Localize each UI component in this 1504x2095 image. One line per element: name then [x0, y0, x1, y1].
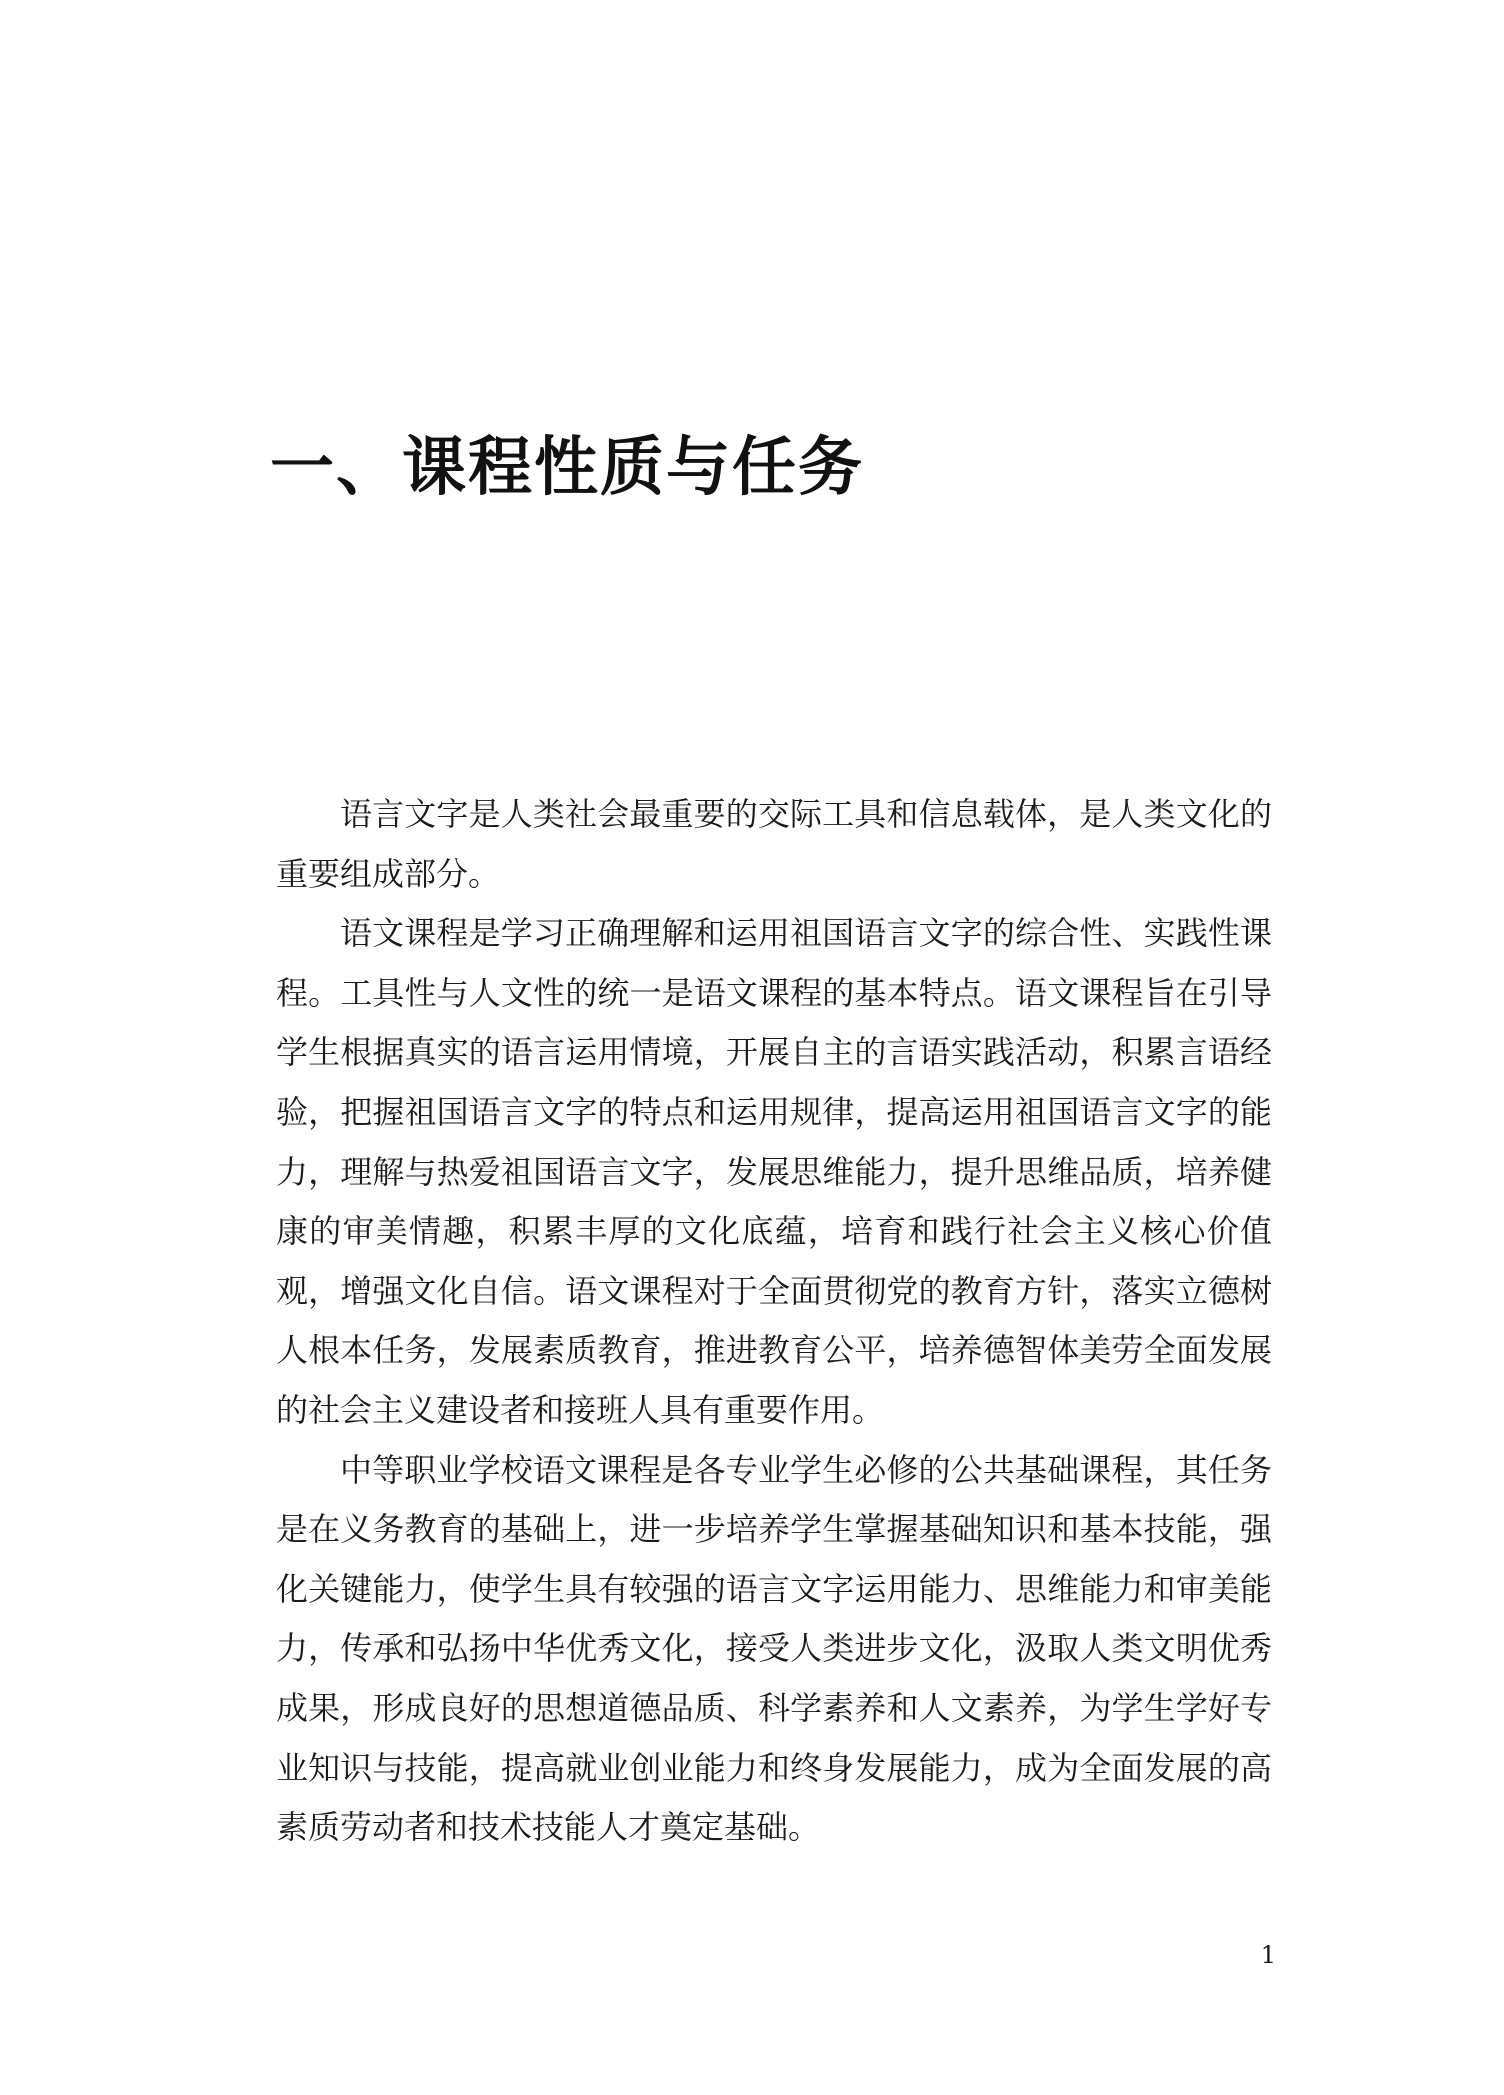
body-text	[276, 785, 1272, 1858]
paragraph-1: 语言文字是人类社会最重要的交际工具和信息载体，是人类文化的重要组成部分。	[276, 795, 1272, 893]
page-number: 1	[1260, 1941, 1276, 1969]
page-title: 一、课程性质与任务	[270, 431, 864, 505]
paragraph-2: 语文课程是学习正确理解和运用祖国语言文字的综合性、实践性课程。工具性与人文性的统一是语文课程的基本特点。语文课程旨在引导学生根据真实的语言运用情境，开展自主的言语实践活动，积累言语经验，把握祖国语言文字的特点和运用规律，提高运用祖国语言文字的能力，理解与热爱祖国语言文字，发展思维能力，提升思维品质，培养健康的审美情趣，积累丰厚的文化底蕴，培育和践行社会主义核心价值观，增强文化自信。语文课程对于全面贯彻党的教育方针，落实立德树人根本任务，发展素质教育，推进教育公平，培养德智体美劳全面发展的社会主义建设者和接班人具有重要作用。	[276, 914, 1272, 1429]
paragraph-3: 中等职业学校语文课程是各专业学生必修的公共基础课程，其任务是在义务教育的基础上，进一步培养学生掌握基础知识和基本技能，强化关键能力，使学生具有较强的语言文字运用能力、思维能力和审美能力，传承和弘扬中华优秀文化，接受人类进步文化，汲取人类文明优秀成果，形成良好的思想道德品质、科学素养和人文素养，为学生学好专业知识与技能，提高就业创业能力和终身发展能力，成为全面发展的高素质劳动者和技术技能人才奠定基础。	[276, 1450, 1272, 1847]
